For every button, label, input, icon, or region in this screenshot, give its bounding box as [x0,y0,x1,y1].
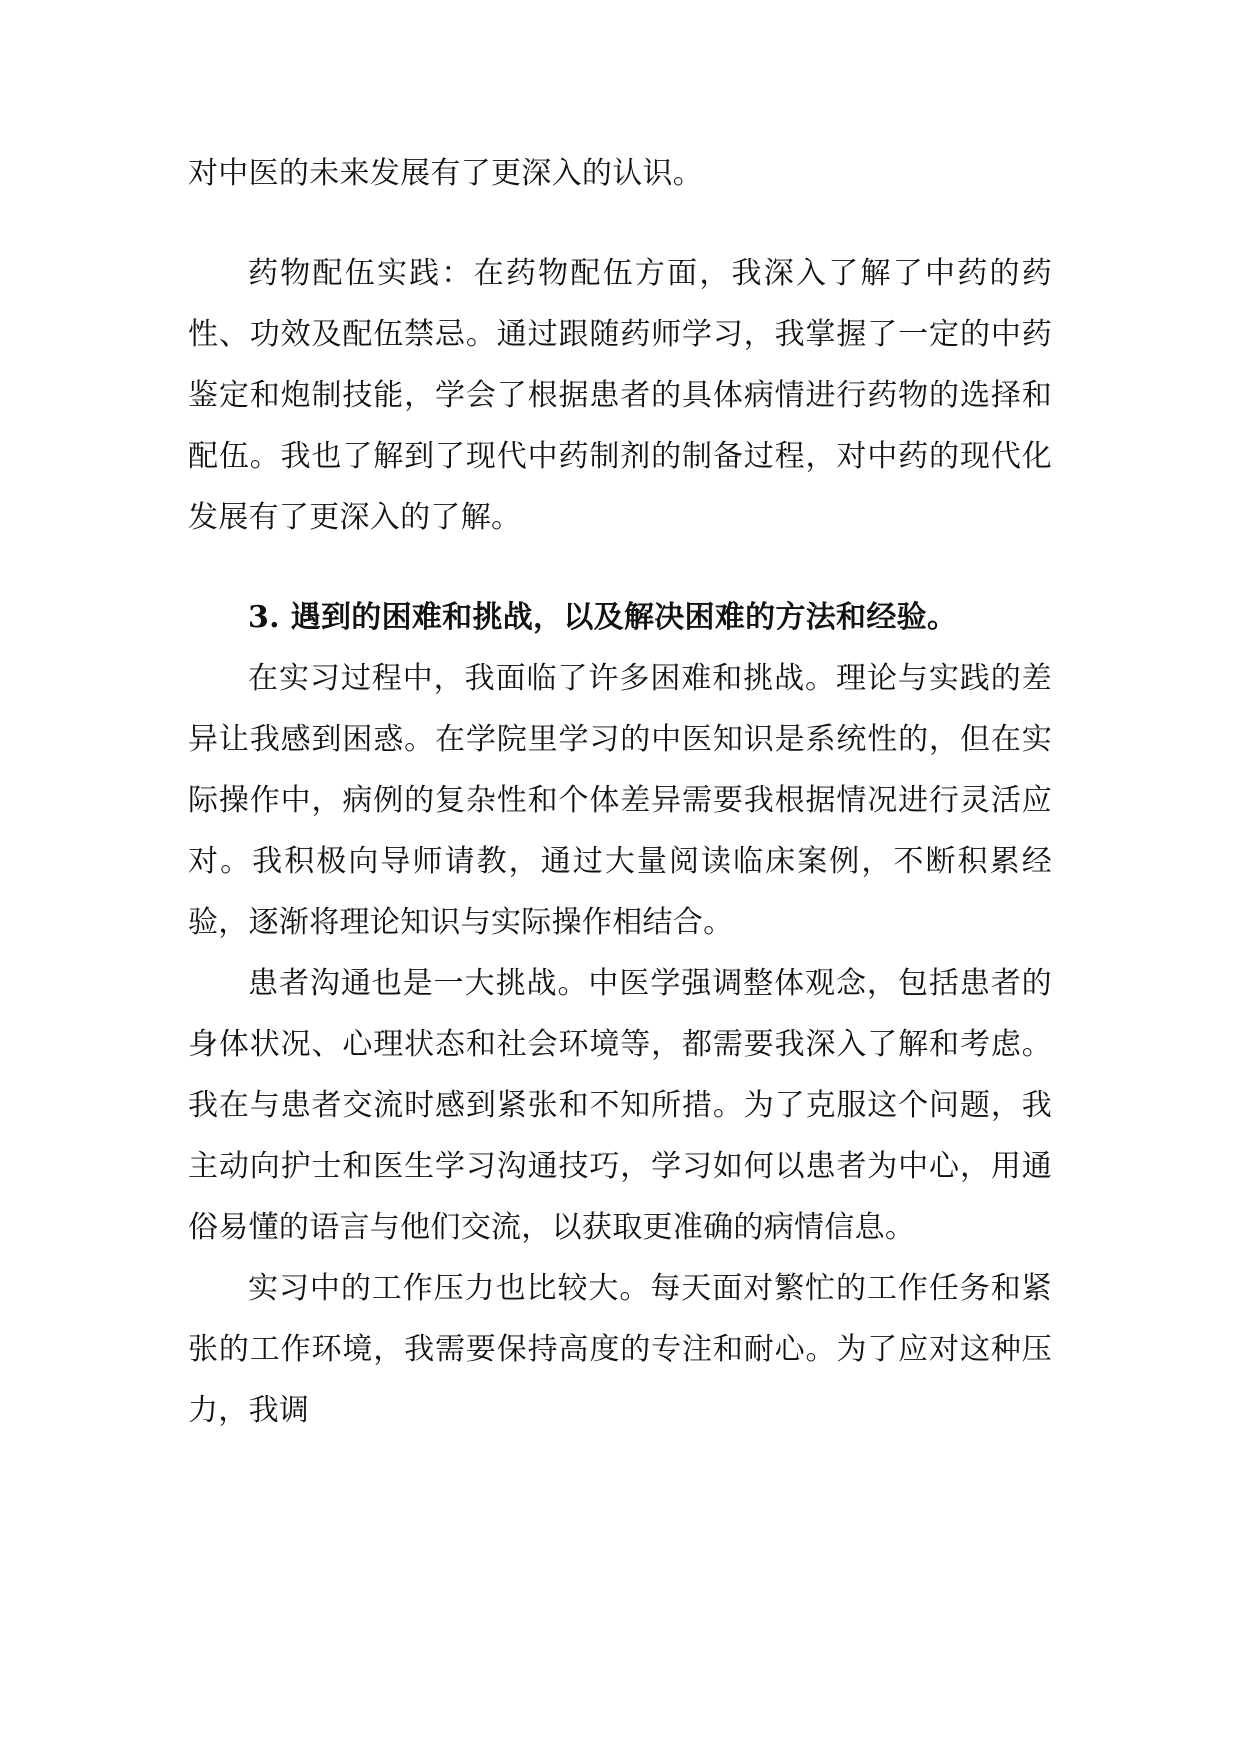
paragraph-patient-communication: 患者沟通也是一大挑战。中医学强调整体观念，包括患者的身体状况、心理状态和社会环境等，都需要我深入了解和考虑。我在与患者交流时感到紧张和不知所措。为了克服这个问题，我主动向护士和医生学习沟通技巧，学习如何以患者为中心，用通俗易懂的语言与他们交流，以获取更准确的病情信息。 [188,966,1052,1245]
document-body [188,143,1052,1441]
paragraph-medicine-compatibility: 药物配伍实践：在药物配伍方面，我深入了解了中药的药性、功效及配伍禁忌。通过跟随药师学习，我掌握了一定的中药鉴定和炮制技能，学会了根据患者的具体病情进行药物的选择和配伍。我也了解到了现代中药制剂的制备过程，对中药的现代化发展有了更深入的了解。 [188,256,1052,535]
paragraph-theory-practice: 在实习过程中，我面临了许多困难和挑战。理论与实践的差异让我感到困惑。在学院里学习的中医知识是系统性的，但在实际操作中，病例的复杂性和个体差异需要我根据情况进行灵活应对。我积极向导师请教，通过大量阅读临床案例，不断积累经验，逐渐将理论知识与实际操作相结合。 [188,661,1052,940]
paragraph-work-pressure: 实习中的工作压力也比较大。每天面对繁忙的工作任务和紧张的工作环境，我需要保持高度的专注和耐心。为了应对这种压力，我调 [188,1271,1052,1428]
section-heading-difficulties: 3. 遇到的困难和挑战，以及解决困难的方法和经验。 [248,600,958,635]
paragraph-continuation: 对中医的未来发展有了更深入的认识。 [188,156,704,191]
